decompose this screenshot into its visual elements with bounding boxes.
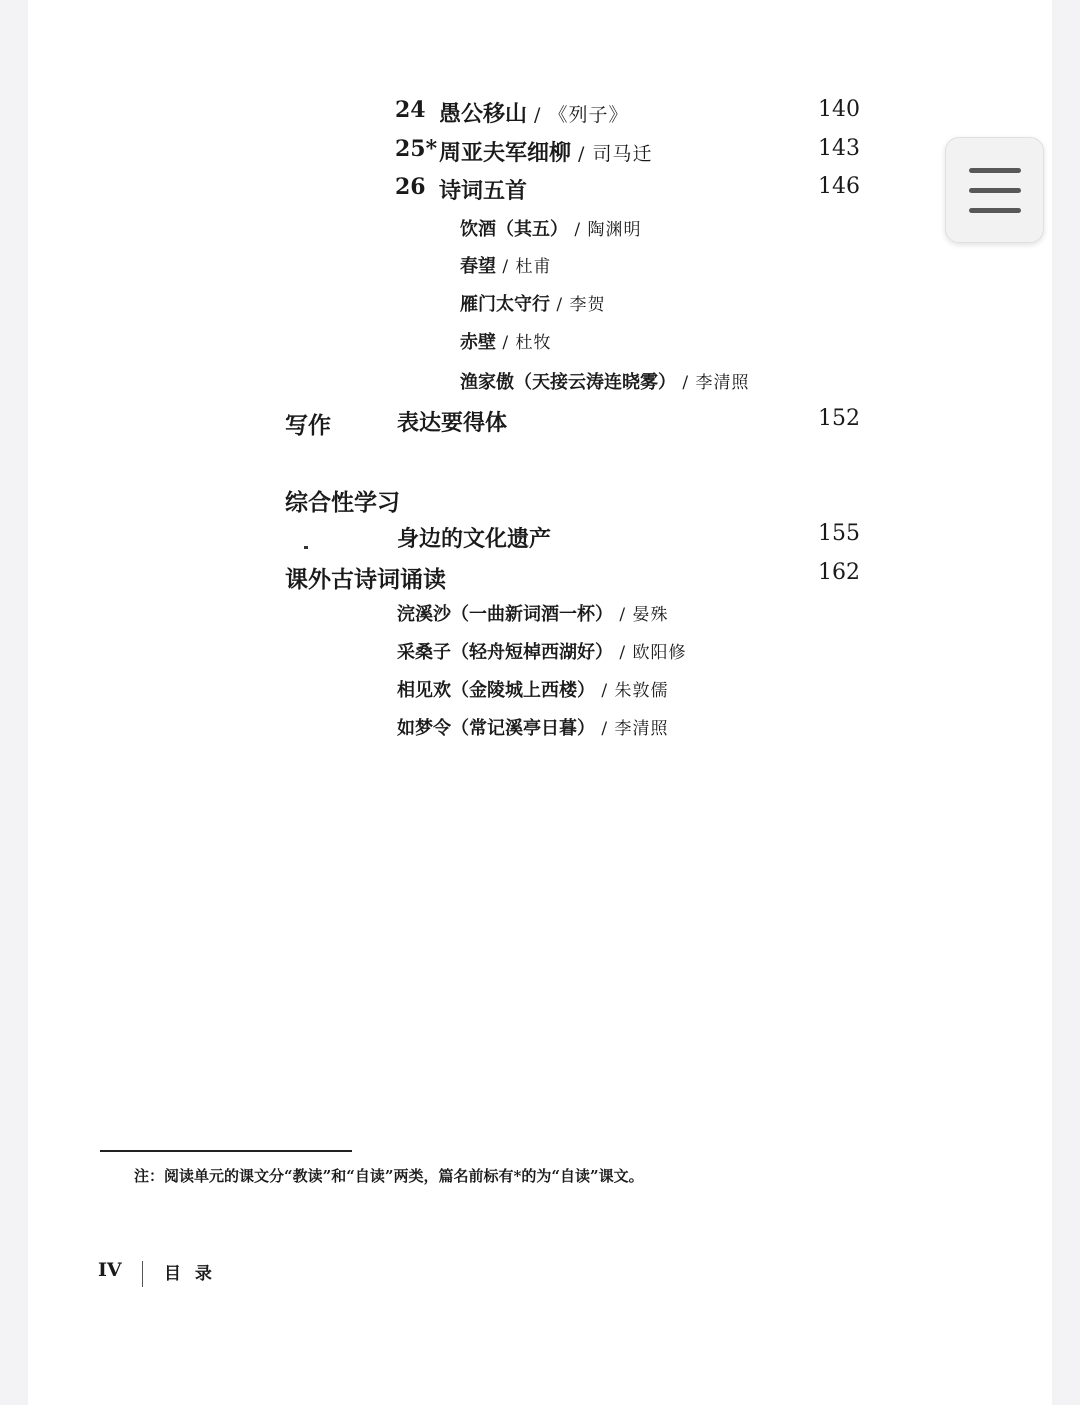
page-number: 140 bbox=[818, 97, 860, 122]
section-heading-extracurricular: 课外古诗词诵读 bbox=[285, 566, 446, 593]
lesson-title: 愚公移山 / 《列子》 bbox=[439, 101, 629, 127]
page-number: 143 bbox=[818, 136, 860, 161]
comprehensive-title: 身边的文化遗产 bbox=[397, 526, 552, 552]
section-heading-comprehensive: 综合性学习 bbox=[285, 489, 400, 516]
toc-subentry-extracurricular[interactable]: 浣溪沙（一曲新词酒一杯） / 晏殊 bbox=[397, 604, 669, 625]
page-numeral: IV bbox=[98, 1259, 122, 1281]
poem-author: / 陶渊明 bbox=[568, 220, 642, 240]
page bbox=[28, 0, 1052, 1405]
toc-subentry-poem[interactable]: 赤壁 / 杜牧 bbox=[460, 332, 552, 353]
toc-subentry-extracurricular[interactable]: 采桑子（轻舟短棹西湖好） / 欧阳修 bbox=[397, 642, 687, 663]
poem-author: / 李贺 bbox=[550, 295, 606, 315]
poem-author: / 杜甫 bbox=[496, 257, 552, 277]
page-number: 155 bbox=[818, 521, 860, 546]
lesson-title: 诗词五首 bbox=[439, 178, 528, 204]
section-heading-writing: 写作 bbox=[285, 412, 331, 439]
poem-author: / 朱敦儒 bbox=[595, 681, 669, 701]
poem-author: / 杜牧 bbox=[496, 333, 552, 353]
footnote: 注：阅读单元的课文分“教读”和“自读”两类，篇名前标有*的为“自读”课文。 bbox=[134, 1167, 644, 1185]
menu-button[interactable] bbox=[945, 137, 1044, 243]
toc-subentry-extracurricular[interactable]: 相见欢（金陵城上西楼） / 朱敦儒 bbox=[397, 680, 669, 701]
lesson-title: 周亚夫军细柳 / 司马迁 bbox=[439, 140, 653, 166]
toc-subentry-poem[interactable]: 雁门太守行 / 李贺 bbox=[460, 294, 606, 315]
lesson-author: / 司马迁 bbox=[571, 143, 653, 165]
page-number: 152 bbox=[818, 406, 860, 431]
writing-title: 表达要得体 bbox=[397, 410, 508, 436]
poem-author: / 李清照 bbox=[595, 719, 669, 739]
toc-subentry-poem[interactable]: 渔家傲（天接云涛连晓雾） / 李清照 bbox=[460, 372, 750, 393]
poem-author: / 晏殊 bbox=[613, 605, 669, 625]
page-number: 146 bbox=[818, 174, 860, 199]
lesson-number: 25* bbox=[395, 136, 438, 162]
footer-label: 目 录 bbox=[164, 1264, 216, 1284]
footnote-rule bbox=[100, 1150, 352, 1152]
lesson-author: / 《列子》 bbox=[527, 104, 629, 126]
toc-subentry-poem[interactable]: 春望 / 杜甫 bbox=[460, 256, 552, 277]
poem-author: / 李清照 bbox=[676, 373, 750, 393]
lesson-number: 26 bbox=[395, 174, 426, 200]
poem-author: / 欧阳修 bbox=[613, 643, 687, 663]
page-number: 162 bbox=[818, 560, 860, 585]
toc-subentry-poem[interactable]: 饮酒（其五） / 陶渊明 bbox=[460, 219, 642, 240]
print-speck bbox=[304, 546, 308, 549]
lesson-number: 24 bbox=[395, 97, 426, 123]
footer-divider bbox=[142, 1261, 143, 1287]
toc-subentry-extracurricular[interactable]: 如梦令（常记溪亭日暮） / 李清照 bbox=[397, 718, 669, 739]
